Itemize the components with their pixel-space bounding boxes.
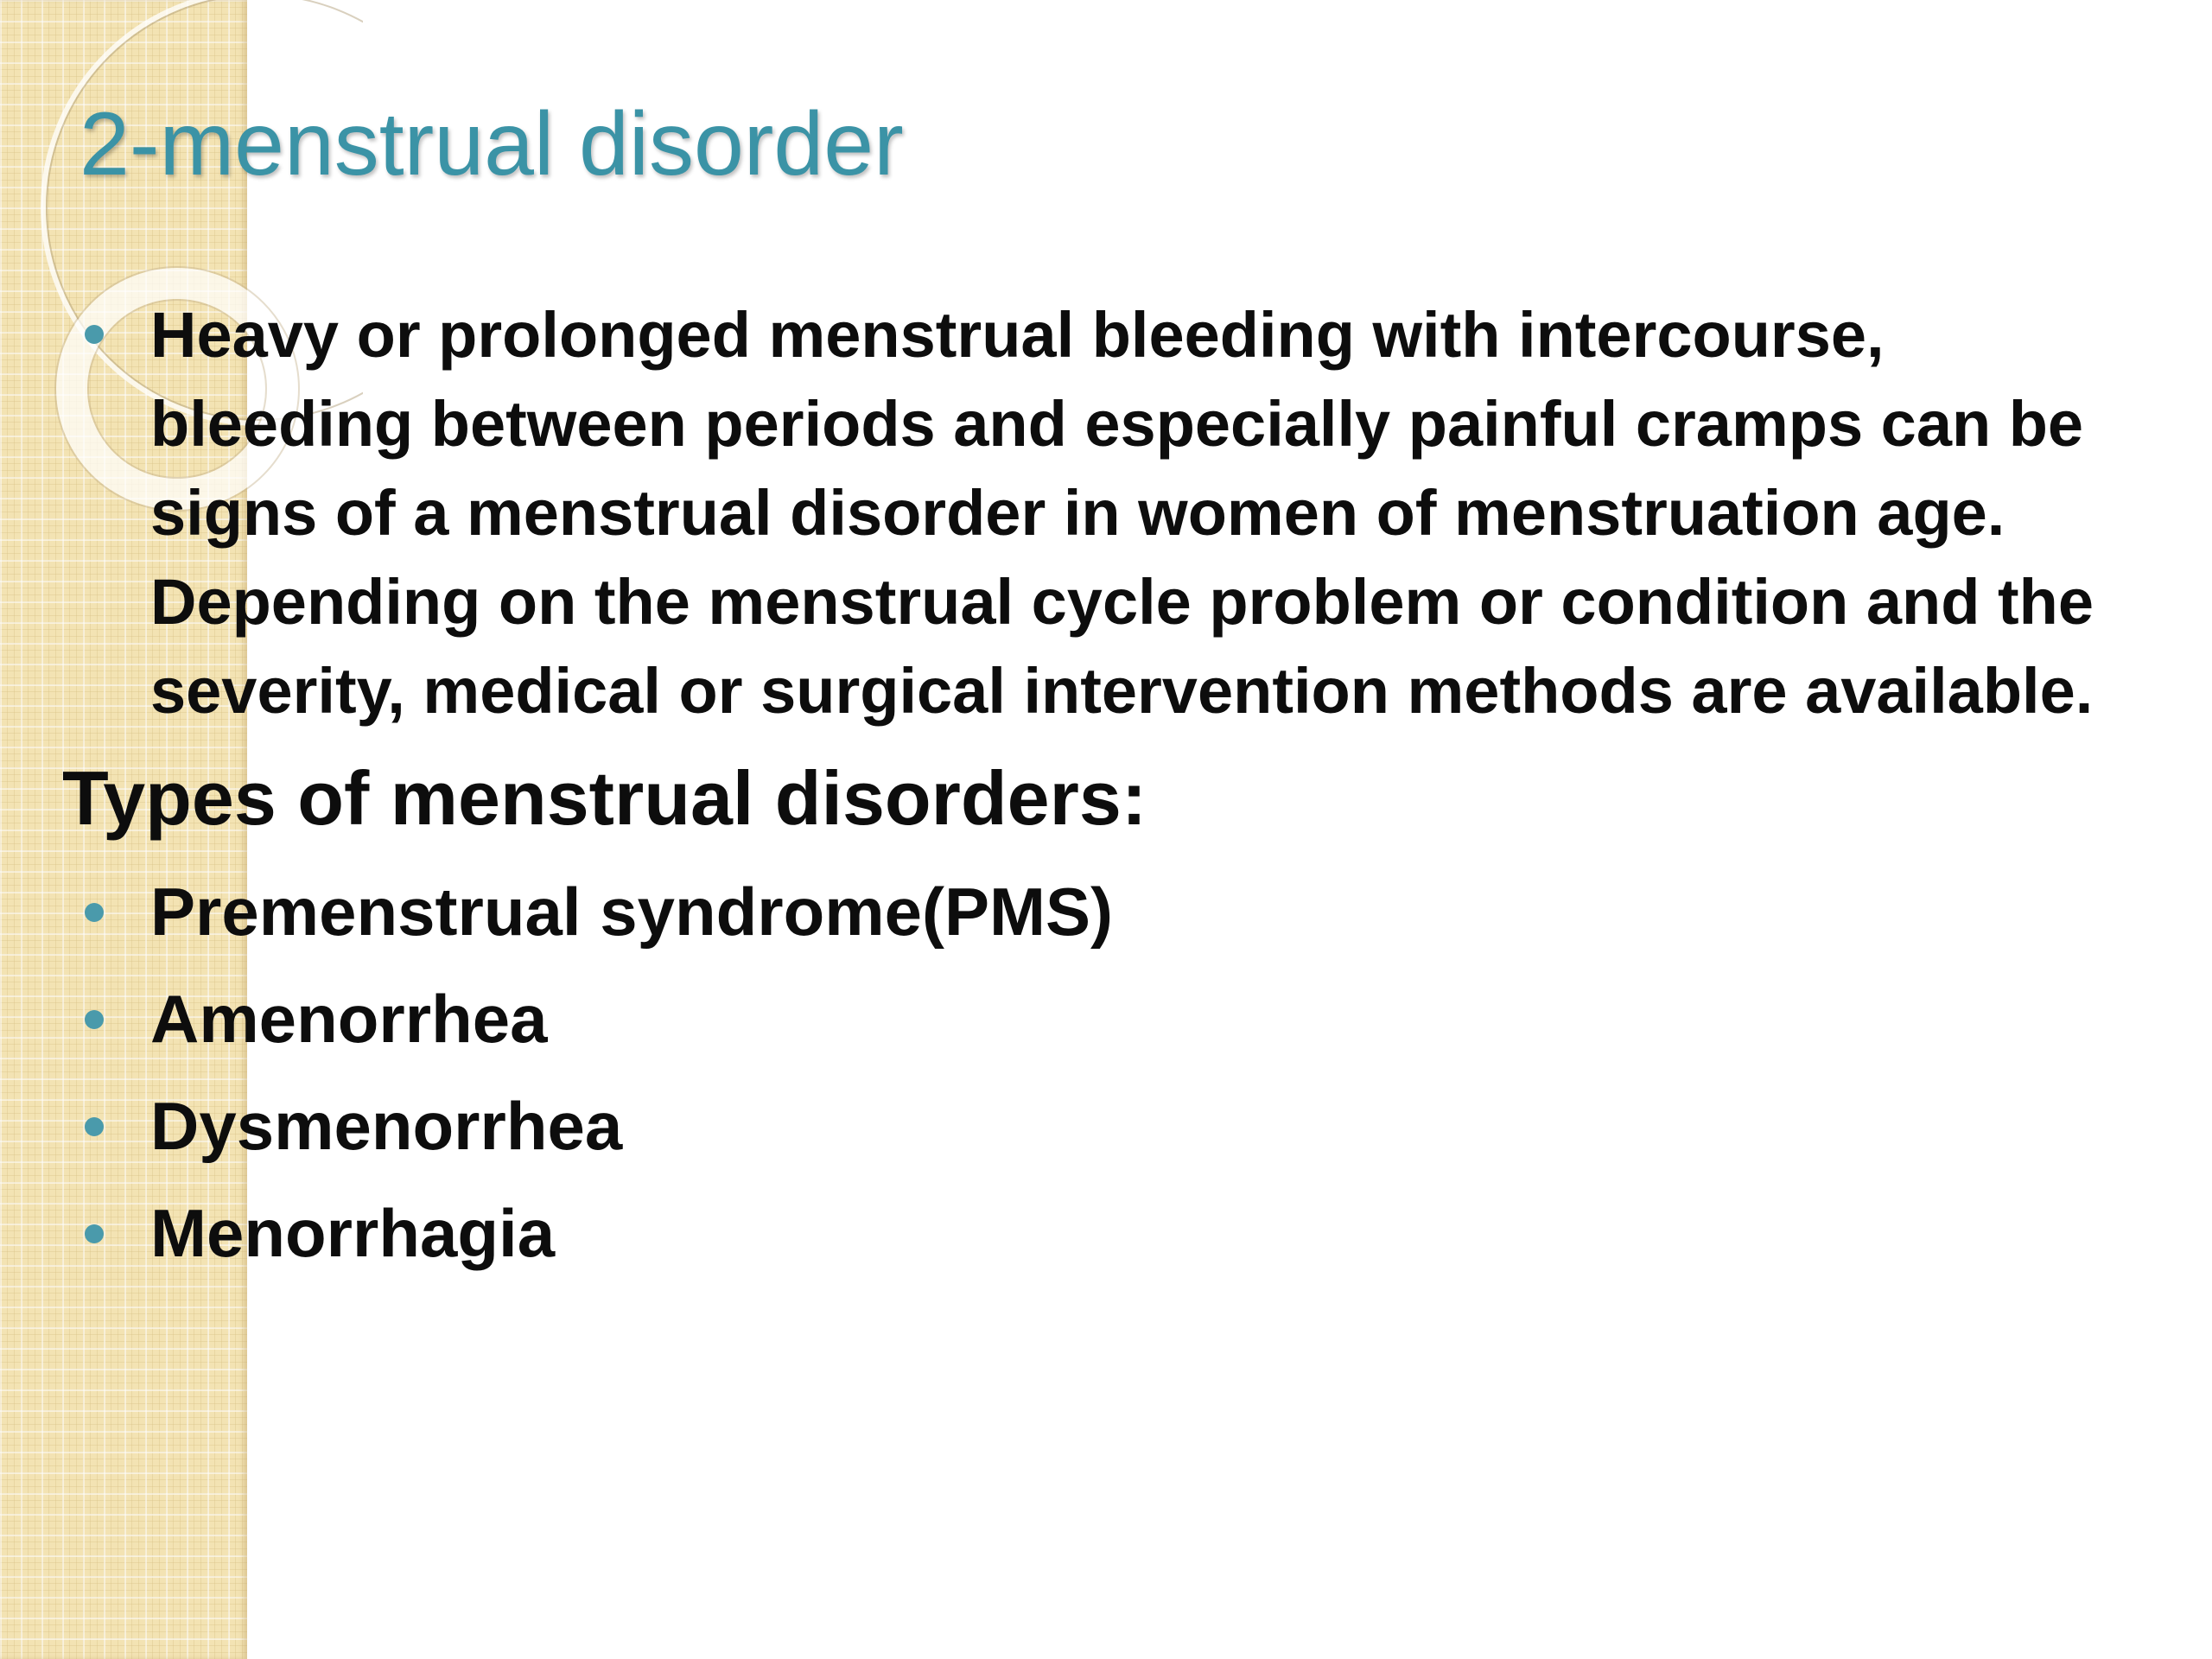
- slide-content: [60, 290, 2169, 1287]
- list-item-label: Dysmenorrhea: [150, 1088, 623, 1164]
- list-item: [60, 1179, 2169, 1287]
- types-list: [60, 858, 2169, 1287]
- bullet-dot-icon: [85, 1224, 104, 1243]
- list-item: [60, 1072, 2169, 1179]
- list-item-label: Menorrhagia: [150, 1195, 556, 1271]
- list-item: [60, 965, 2169, 1072]
- list-item-label: Amenorrhea: [150, 981, 548, 1057]
- bullet-dot-icon: [85, 903, 104, 922]
- bullet-dot-icon: [85, 1010, 104, 1029]
- slide-title: 2-menstrual disorder: [79, 94, 904, 194]
- list-item-label: Premenstrual syndrome(PMS): [150, 874, 1113, 950]
- bullet-dot-icon: [85, 1117, 104, 1136]
- intro-bullet: [60, 290, 2169, 735]
- types-heading: Types of menstrual disorders:: [62, 755, 1147, 841]
- intro-paragraph: Heavy or prolonged menstrual bleeding with intercourse, bleeding between periods and especially painful cramps can be signs of a menstrual disorder in women of menstruation age. Depending on the menstrual cycle problem or condition and the severity, medical or surgical intervention methods are available.: [150, 299, 2094, 727]
- bullet-dot-icon: [85, 325, 104, 344]
- list-item: [60, 858, 2169, 965]
